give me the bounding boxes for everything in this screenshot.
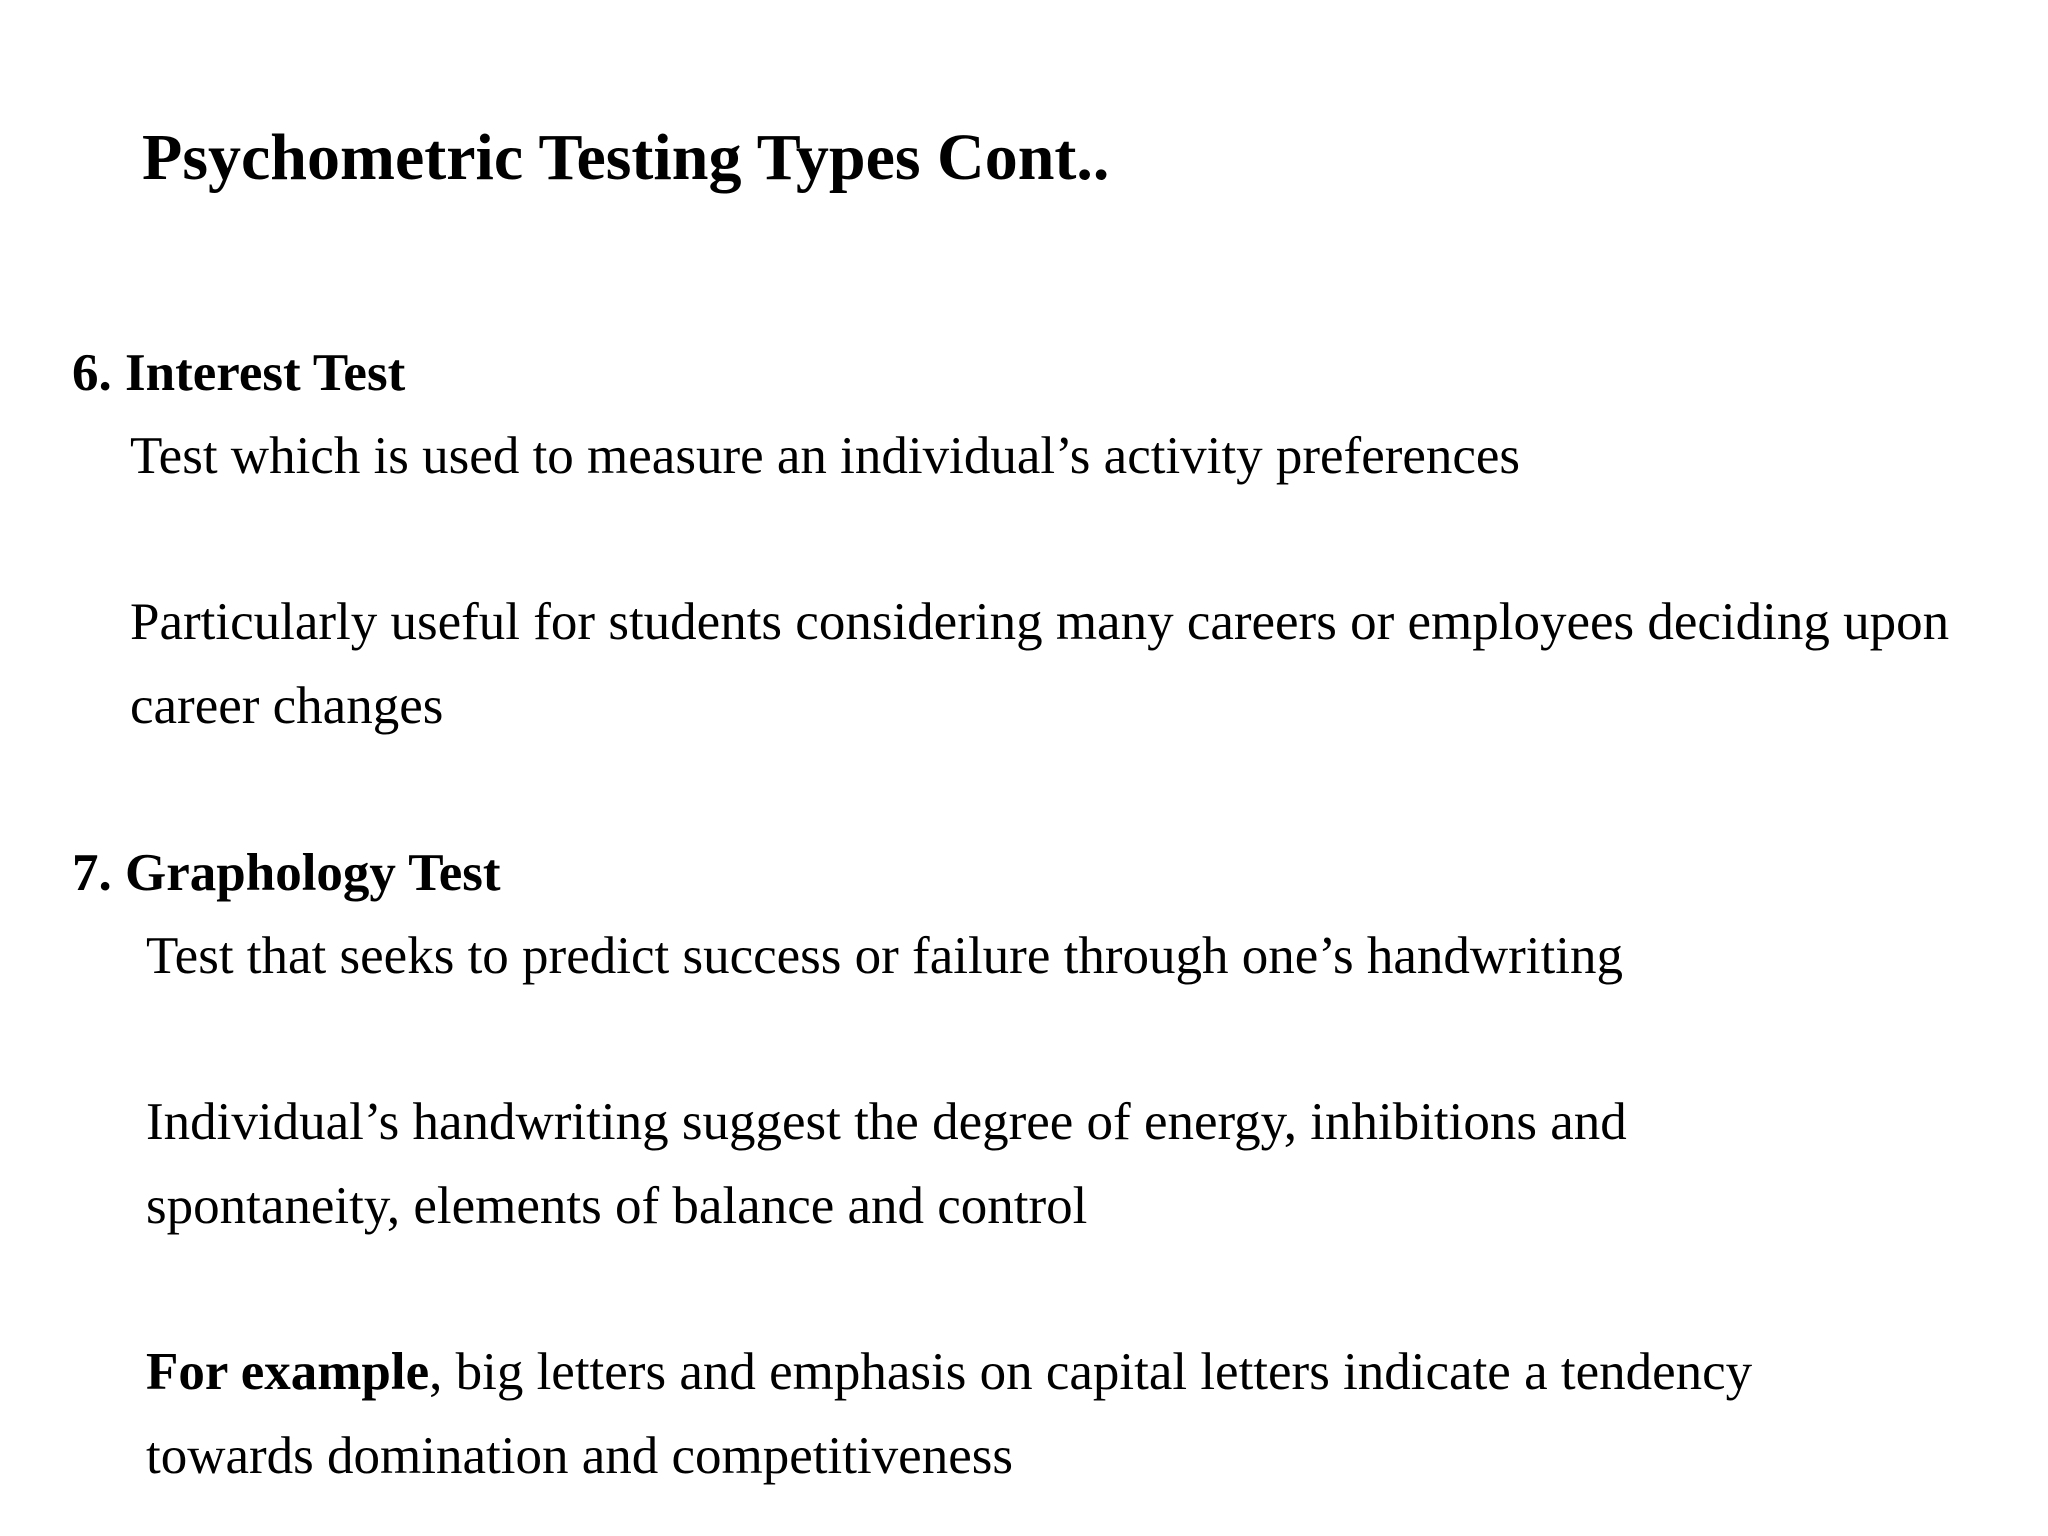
- slide-title: Psychometric Testing Types Cont..: [142, 121, 1110, 194]
- example-lead: For example: [146, 1343, 430, 1401]
- section-heading-interest-test: 6. Interest Test: [72, 344, 406, 402]
- section-heading-graphology-test: 7. Graphology Test: [72, 844, 501, 902]
- interest-test-usage: Particularly useful for students considering many careers or employees deciding upon career changes: [130, 593, 1950, 735]
- graphology-test-definition: Test that seeks to predict success or failure through one’s handwriting: [146, 927, 1623, 985]
- graphology-test-example: [146, 1330, 1926, 1498]
- example-text: , big letters and emphasis on capital letters indicate a tendency towards domination and competitiveness: [146, 1343, 1753, 1485]
- graphology-test-details: Individual’s handwriting suggest the degree of energy, inhibitions and spontaneity, elements of balance and control: [146, 1093, 1627, 1235]
- interest-test-definition: Test which is used to measure an individual’s activity preferences: [130, 427, 1521, 485]
